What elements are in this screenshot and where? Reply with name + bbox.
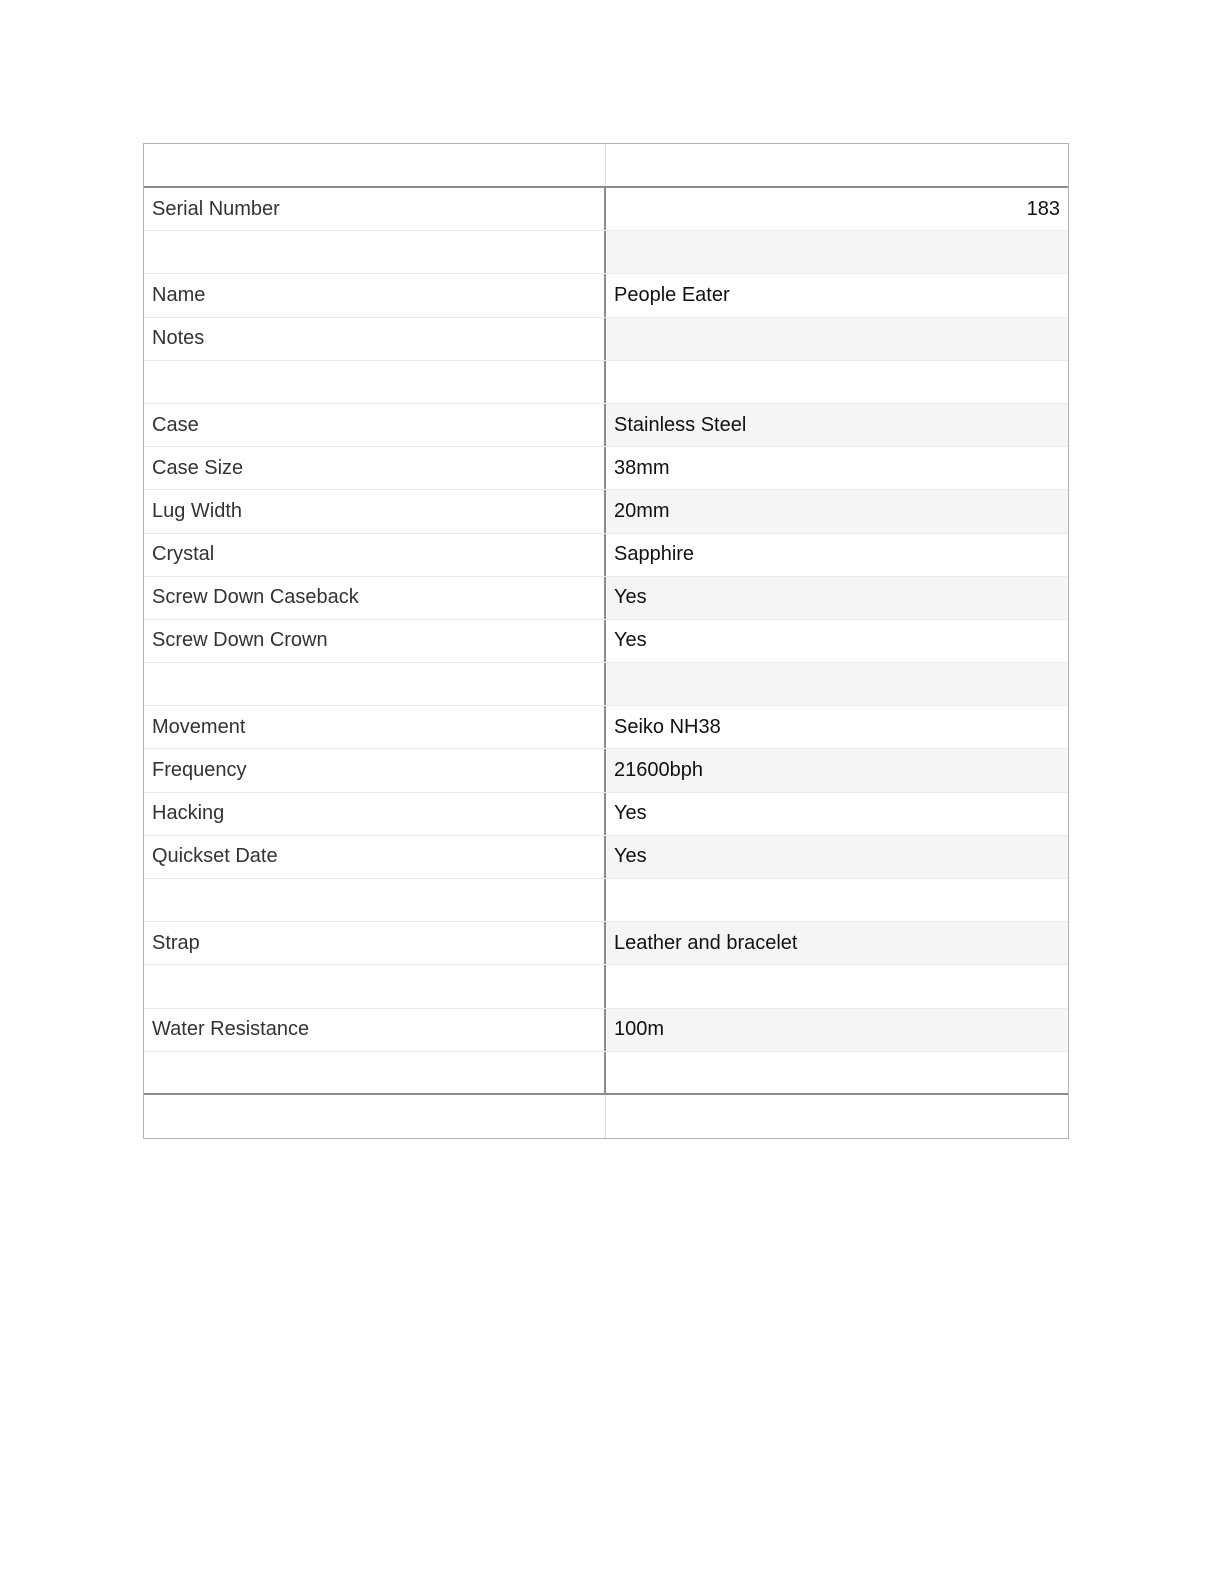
table-row: [144, 836, 1068, 879]
row-value: [606, 231, 1068, 273]
row-value: Yes: [614, 629, 647, 652]
row-value: People Eater: [614, 283, 730, 306]
table-row: [144, 534, 1068, 577]
row-label: Serial Number: [144, 188, 606, 230]
row-label: Lug Width: [144, 490, 606, 532]
table-row: [144, 318, 1068, 361]
row-label: Quickset Date: [144, 836, 606, 878]
table-row: [144, 965, 1068, 1008]
row-label: Hacking: [144, 793, 606, 835]
table-footer-row: [144, 1095, 1068, 1138]
watch-spec-table: [143, 143, 1069, 1139]
table-row: [144, 490, 1068, 533]
row-value: [606, 965, 1068, 1007]
row-label: Movement: [144, 706, 606, 748]
table-row: [144, 577, 1068, 620]
row-label: Case: [144, 404, 606, 446]
table-row: [144, 274, 1068, 317]
row-value: [606, 361, 1068, 403]
row-label: Water Resistance: [144, 1009, 606, 1051]
row-value: 21600bph: [606, 749, 1068, 791]
table-row: [144, 793, 1068, 836]
row-value: Yes: [606, 577, 1068, 619]
row-label: Screw Down Crown: [144, 620, 606, 662]
row-value: Seiko NH38: [614, 715, 721, 738]
row-label: Crystal: [144, 534, 606, 576]
row-value: 20mm: [606, 490, 1068, 532]
row-label: Case Size: [144, 447, 606, 489]
table-row: [144, 663, 1068, 706]
row-label: [144, 663, 606, 705]
footer-cell-value: [606, 1095, 1068, 1138]
row-label: [144, 231, 606, 273]
table-row: [144, 749, 1068, 792]
row-label: Frequency: [144, 749, 606, 791]
row-value: 183: [1026, 197, 1060, 220]
row-value: Leather and bracelet: [606, 922, 1068, 964]
table-header-row: [144, 144, 1068, 188]
header-cell-label: [144, 144, 606, 186]
table-row: [144, 1052, 1068, 1095]
table-row: [144, 1009, 1068, 1052]
table-row: [144, 922, 1068, 965]
row-label: [144, 361, 606, 403]
row-value: 38mm: [614, 456, 670, 479]
row-value: Yes: [606, 836, 1068, 878]
table-row: [144, 404, 1068, 447]
row-label: [144, 965, 606, 1007]
table-row: [144, 361, 1068, 404]
row-label: [144, 1052, 606, 1093]
table-row: [144, 231, 1068, 274]
row-value: [606, 663, 1068, 705]
row-value: Stainless Steel: [606, 404, 1068, 446]
row-value: 100m: [606, 1009, 1068, 1051]
footer-cell-label: [144, 1095, 606, 1138]
row-label: Strap: [144, 922, 606, 964]
row-label: Screw Down Caseback: [144, 577, 606, 619]
row-value: [606, 879, 1068, 921]
header-cell-value: [606, 144, 1068, 186]
row-value: Yes: [614, 802, 647, 825]
row-value: Sapphire: [614, 543, 695, 566]
table-row: [144, 188, 1068, 231]
row-value: [606, 1052, 1068, 1093]
row-label: [144, 879, 606, 921]
table-row: [144, 447, 1068, 490]
row-value: [606, 318, 1068, 360]
table-row: [144, 620, 1068, 663]
table-row: [144, 706, 1068, 749]
table-row: [144, 879, 1068, 922]
row-label: Name: [144, 274, 606, 316]
row-label: Notes: [144, 318, 606, 360]
